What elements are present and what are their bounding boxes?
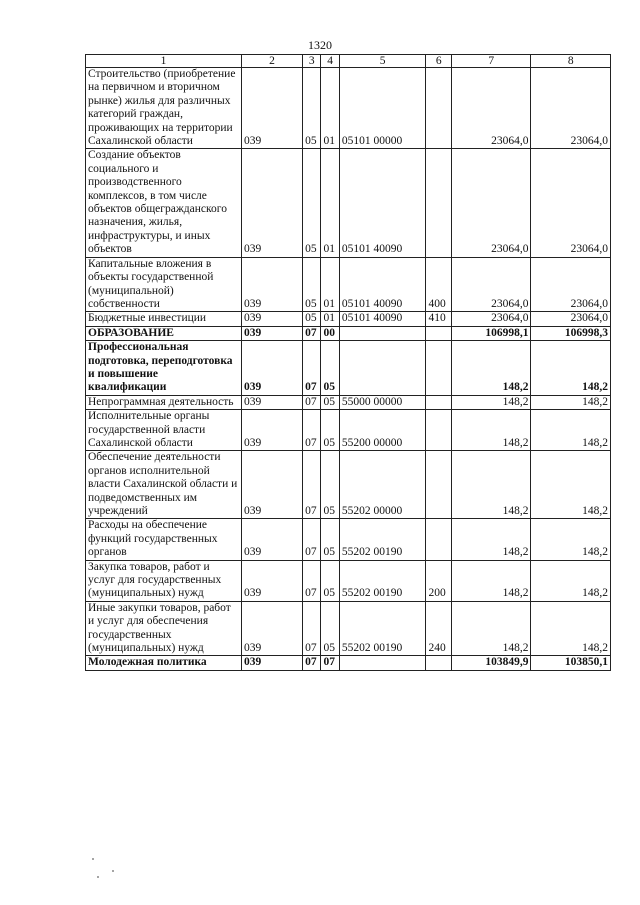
expense-type-cell: 200 (426, 560, 451, 601)
table-row (86, 68, 611, 149)
expense-type-cell (426, 149, 451, 257)
row-name-cell: Исполнительные органы государственной власти Сахалинской области (86, 410, 242, 451)
subsection-cell: 05 (321, 395, 339, 409)
amount-cell: 148,2 (451, 601, 531, 656)
column-header: 1 (86, 55, 242, 68)
target-article-cell (339, 656, 426, 670)
section-cell: 07 (303, 341, 321, 396)
expense-type-cell (426, 395, 451, 409)
code-cell: 039 (241, 410, 302, 451)
amount-cell: 103849,9 (451, 656, 531, 670)
subsection-cell: 00 (321, 326, 339, 340)
table-row (86, 451, 611, 519)
amount-cell: 23064,0 (531, 68, 611, 149)
amount-cell: 148,2 (451, 451, 531, 519)
section-cell: 05 (303, 312, 321, 326)
subsection-cell: 05 (321, 341, 339, 396)
code-cell: 039 (241, 68, 302, 149)
column-header: 4 (321, 55, 339, 68)
section-cell: 05 (303, 257, 321, 312)
code-cell: 039 (241, 451, 302, 519)
section-cell: 07 (303, 395, 321, 409)
section-cell: 07 (303, 410, 321, 451)
subsection-cell: 01 (321, 68, 339, 149)
subsection-cell: 07 (321, 656, 339, 670)
expense-type-cell: 400 (426, 257, 451, 312)
amount-cell: 23064,0 (531, 257, 611, 312)
subsection-cell: 05 (321, 519, 339, 560)
section-cell: 05 (303, 68, 321, 149)
table-row (86, 341, 611, 396)
expense-type-cell (426, 451, 451, 519)
code-cell: 039 (241, 601, 302, 656)
amount-cell: 23064,0 (451, 257, 531, 312)
subsection-cell: 05 (321, 451, 339, 519)
amount-cell: 23064,0 (531, 149, 611, 257)
target-article-cell: 55202 00000 (339, 451, 426, 519)
code-cell: 039 (241, 326, 302, 340)
expense-type-cell (426, 410, 451, 451)
amount-cell: 148,2 (451, 560, 531, 601)
row-name-cell: Профессиональная подготовка, переподготовка и повышение квалификации (86, 341, 242, 396)
code-cell: 039 (241, 341, 302, 396)
amount-cell: 148,2 (451, 395, 531, 409)
code-cell: 039 (241, 656, 302, 670)
table-row (86, 149, 611, 257)
row-name-cell: Расходы на обеспечение функций государственных органов (86, 519, 242, 560)
target-article-cell (339, 326, 426, 340)
target-article-cell: 55000 00000 (339, 395, 426, 409)
page-number: 1320 (308, 38, 332, 52)
scan-speck (97, 876, 99, 878)
column-header: 2 (241, 55, 302, 68)
target-article-cell: 55200 00000 (339, 410, 426, 451)
expense-type-cell (426, 656, 451, 670)
subsection-cell: 05 (321, 560, 339, 601)
section-cell: 07 (303, 326, 321, 340)
code-cell: 039 (241, 395, 302, 409)
amount-cell: 23064,0 (451, 312, 531, 326)
scan-speck (112, 870, 114, 872)
row-name-cell: Строительство (приобретение на первичном и вторичном рынке) жилья для различных категорий граждан, проживающих на территории Сахалинской области (86, 68, 242, 149)
table-row (86, 560, 611, 601)
row-name-cell: Создание объектов социального и производственного комплексов, в том числе объектов общегражданского назначения, жилья, инфраструктуры, и иных объектов (86, 149, 242, 257)
row-name-cell: Капитальные вложения в объекты государственной (муниципальной) собственности (86, 257, 242, 312)
row-name-cell: ОБРАЗОВАНИЕ (86, 326, 242, 340)
row-name-cell: Непрограммная деятельность (86, 395, 242, 409)
target-article-cell: 55202 00190 (339, 519, 426, 560)
section-cell: 07 (303, 656, 321, 670)
budget-table (85, 54, 611, 671)
target-article-cell: 05101 40090 (339, 149, 426, 257)
amount-cell: 148,2 (531, 519, 611, 560)
row-name-cell: Молодежная политика (86, 656, 242, 670)
section-cell: 07 (303, 519, 321, 560)
amount-cell: 103850,1 (531, 656, 611, 670)
section-cell: 07 (303, 451, 321, 519)
code-cell: 039 (241, 312, 302, 326)
header-row (86, 55, 611, 68)
expense-type-cell (426, 519, 451, 560)
table-row (86, 656, 611, 670)
section-cell: 07 (303, 560, 321, 601)
target-article-cell: 05101 40090 (339, 312, 426, 326)
row-name-cell: Иные закупки товаров, работ и услуг для обеспечения государственных (муниципальных) нужд (86, 601, 242, 656)
amount-cell: 106998,3 (531, 326, 611, 340)
expense-type-cell (426, 326, 451, 340)
amount-cell: 23064,0 (531, 312, 611, 326)
column-header: 7 (451, 55, 531, 68)
subsection-cell: 01 (321, 149, 339, 257)
target-article-cell: 05101 00000 (339, 68, 426, 149)
amount-cell: 148,2 (451, 519, 531, 560)
target-article-cell: 55202 00190 (339, 560, 426, 601)
subsection-cell: 01 (321, 312, 339, 326)
code-cell: 039 (241, 560, 302, 601)
amount-cell: 148,2 (451, 410, 531, 451)
table-row (86, 395, 611, 409)
table-row (86, 326, 611, 340)
section-cell: 05 (303, 149, 321, 257)
row-name-cell: Обеспечение деятельности органов исполнительной власти Сахалинской области и подведомственных им учреждений (86, 451, 242, 519)
amount-cell: 148,2 (531, 451, 611, 519)
table-row (86, 519, 611, 560)
subsection-cell: 05 (321, 601, 339, 656)
column-header: 5 (339, 55, 426, 68)
amount-cell: 148,2 (531, 341, 611, 396)
expense-type-cell: 410 (426, 312, 451, 326)
expense-type-cell (426, 341, 451, 396)
amount-cell: 148,2 (531, 560, 611, 601)
target-article-cell: 05101 40090 (339, 257, 426, 312)
amount-cell: 23064,0 (451, 68, 531, 149)
code-cell: 039 (241, 149, 302, 257)
amount-cell: 148,2 (451, 341, 531, 396)
target-article-cell: 55202 00190 (339, 601, 426, 656)
row-name-cell: Закупка товаров, работ и услуг для государственных (муниципальных) нужд (86, 560, 242, 601)
code-cell: 039 (241, 257, 302, 312)
amount-cell: 148,2 (531, 601, 611, 656)
amount-cell: 106998,1 (451, 326, 531, 340)
section-cell: 07 (303, 601, 321, 656)
row-name-cell: Бюджетные инвестиции (86, 312, 242, 326)
column-header: 3 (303, 55, 321, 68)
table-row (86, 601, 611, 656)
amount-cell: 23064,0 (451, 149, 531, 257)
column-header: 6 (426, 55, 451, 68)
target-article-cell (339, 341, 426, 396)
table-row (86, 257, 611, 312)
amount-cell: 148,2 (531, 395, 611, 409)
table-row (86, 410, 611, 451)
column-header: 8 (531, 55, 611, 68)
expense-type-cell: 240 (426, 601, 451, 656)
code-cell: 039 (241, 519, 302, 560)
subsection-cell: 01 (321, 257, 339, 312)
table-row (86, 312, 611, 326)
expense-type-cell (426, 68, 451, 149)
subsection-cell: 05 (321, 410, 339, 451)
amount-cell: 148,2 (531, 410, 611, 451)
scan-speck (92, 858, 94, 860)
